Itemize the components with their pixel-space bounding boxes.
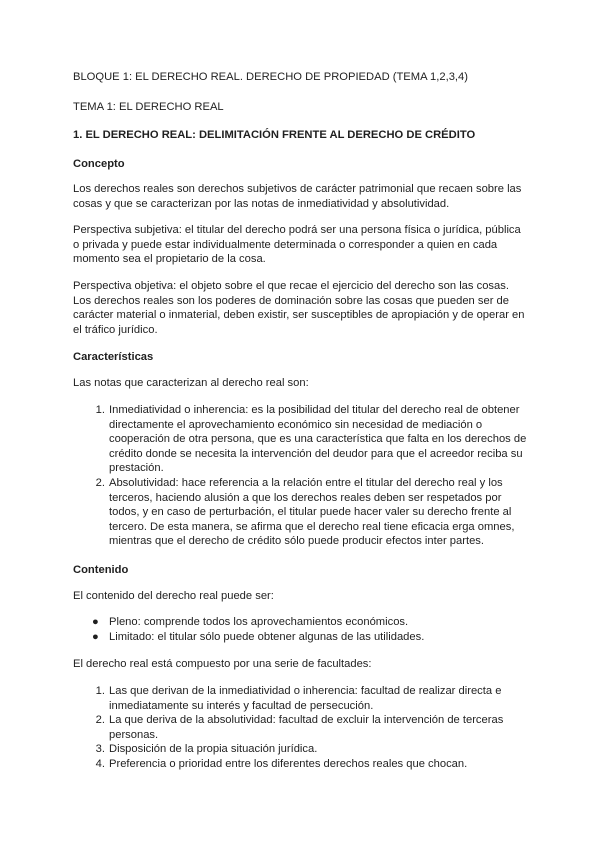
- list-number: 4.: [95, 758, 105, 770]
- caracteristicas-intro: Las notas que caracterizan al derecho real son:: [73, 377, 309, 389]
- list-number: 1.: [95, 685, 105, 697]
- list-item: [95, 757, 529, 772]
- list-number: 3.: [95, 743, 105, 755]
- block-title: BLOQUE 1: EL DERECHO REAL. DERECHO DE PROPIEDAD (TEMA 1,2,3,4): [73, 71, 468, 83]
- heading-contenido: Contenido: [73, 564, 129, 576]
- list-item-text: Absolutividad: hace referencia a la relación entre el titular del derecho real y los terceros, haciendo alusión a que los derechos reales deben ser respetados por todos, y en caso de perturbación, el titular puede hacer valer su derecho frente al tercero. De esta manera, se afirma que el derecho real tiene eficacia erga omnes, mientras que el derecho de crédito sólo puede producir efectos inter partes.: [109, 477, 515, 547]
- bullet-item: [92, 615, 529, 630]
- paragraph-concepto: Los derechos reales son derechos subjetivos de carácter patrimonial que recaen sobre las cosas y que se caracterizan por las notas de inmediatividad y absolutividad.: [73, 183, 522, 210]
- list-item: [95, 684, 529, 713]
- heading-caracteristicas: Características: [73, 351, 154, 363]
- tema-title: TEMA 1: EL DERECHO REAL: [73, 101, 224, 113]
- list-number: 1.: [95, 404, 105, 416]
- heading-concepto: Concepto: [73, 158, 125, 170]
- facultades-intro: El derecho real está compuesto por una serie de facultades:: [73, 658, 372, 670]
- section-title: 1. EL DERECHO REAL: DELIMITACIÓN FRENTE AL DERECHO DE CRÉDITO: [73, 129, 476, 141]
- bullet-item: [92, 630, 529, 645]
- list-item-text: Inmediatividad o inherencia: es la posibilidad del titular del derecho real de obtener directamente el aprovechamiento económico sin necesidad de mediación o cooperación de otra persona, que es una característica que falta en los derechos de crédito donde se necesita la intervención del deudor para que el acreedor reciba su prestación.: [109, 404, 527, 474]
- bullet-item-text: Pleno: comprende todos los aprovechamientos económicos.: [109, 616, 409, 628]
- list-item: [95, 742, 529, 757]
- list-item-text: Preferencia o prioridad entre los diferentes derechos reales que chocan.: [109, 758, 468, 770]
- list-item: [95, 403, 529, 476]
- bullet-item-text: Limitado: el titular sólo puede obtener algunas de las utilidades.: [109, 631, 425, 643]
- list-item-text: Disposición de la propia situación jurídica.: [109, 743, 318, 755]
- list-number: 2.: [95, 714, 105, 726]
- contenido-intro: El contenido del derecho real puede ser:: [73, 590, 274, 602]
- bullet-dot-icon: ●: [92, 631, 99, 643]
- list-item-text: La que deriva de la absolutividad: facultad de excluir la intervención de terceras personas.: [109, 714, 504, 741]
- list-item: [95, 476, 529, 549]
- list-item: [95, 713, 529, 742]
- list-number: 2.: [95, 477, 105, 489]
- list-item-text: Las que derivan de la inmediatividad o inherencia: facultad de realizar directa e inmediatamente su interés y facultad de persecución.: [109, 685, 502, 712]
- paragraph-perspectiva-objetiva: Perspectiva objetiva: el objeto sobre el que recae el ejercicio del derecho son las cosas. Los derechos reales son los poderes de dominación sobre las cosas que pueden ser de carácter material o inmaterial, deben existir, ser susceptibles de apropiación y de operar en el tráfico jurídico.: [73, 280, 525, 336]
- paragraph-perspectiva-subjetiva: Perspectiva subjetiva: el titular del derecho podrá ser una persona física o jurídica, pública o privada y puede estar individualmente determinada o corresponder a quien en cada momento sea el propietario de la cosa.: [73, 224, 521, 265]
- bullet-dot-icon: ●: [92, 616, 99, 628]
